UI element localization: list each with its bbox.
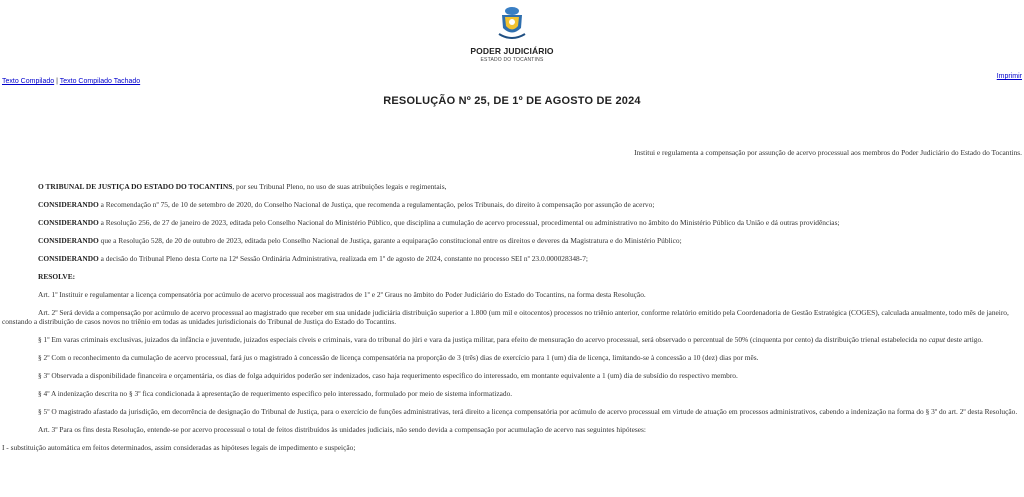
preamble bbox=[2, 182, 1022, 191]
considerando-1 bbox=[2, 200, 1022, 209]
compiled-struck-text-link[interactable]: Texto Compilado Tachado bbox=[59, 78, 141, 85]
article-2-paragraph-5: § 5º O magistrado afastado da jurisdição, em decorrência de designação do Tribunal de Justiça, para o exercício de funções administrativas, terá direito a licença compensatória por acúmulo de acervo processual em virtude de atuação em processos administrativos, cabendo a indenização na forma do § 3º do art. 2º desta Resolução. bbox=[38, 407, 1018, 416]
article-2-paragraph-3: § 3º Observada a disponibilidade financeira e orçamentária, os dias de folga adquiridos poderão ser indenizados, caso haja requerimento específico do interessado, em montante equivalente a 1 (um) dia de subsídio do respectivo membro. bbox=[38, 371, 738, 380]
header-logo-block bbox=[0, 6, 1024, 63]
article-3-item-1: I - substituição automática em feitos determinados, assim consideradas as hipóteses legais de impedimento e suspeição; bbox=[2, 443, 356, 452]
link-separator: | bbox=[54, 78, 60, 85]
org-name: PODER JUDICIÁRIO bbox=[470, 46, 554, 56]
resolve-colon: : bbox=[72, 272, 76, 281]
preamble-rest: , por seu Tribunal Pleno, no uso de suas atribuições legais e regimentais, bbox=[232, 182, 447, 191]
resolve-label: RESOLVE bbox=[38, 272, 73, 281]
org-subtitle: ESTADO DO TOCANTINS bbox=[480, 57, 544, 63]
compiled-text-link[interactable]: Texto Compilado bbox=[2, 78, 55, 85]
paragraph-text: § 2º Com o reconhecimento da cumulação de acervo processual, fará bbox=[38, 353, 244, 362]
article-2-paragraph-2 bbox=[2, 353, 1022, 362]
considerando-label: CONSIDERANDO bbox=[38, 236, 99, 245]
resolve-heading bbox=[2, 272, 1022, 281]
paragraph-text: § 1º Em varas criminais exclusivas, juizados da infância e juventude, juizados especiais cíveis e criminais, vara do tribunal do júri e vara da justiça militar, para efeito de mensuração do acervo processual, será observado o percentual de 50% (cinquenta por cento) da distribuição trienal estabelecida no bbox=[38, 335, 929, 344]
considerando-text: a Resolução 256, de 27 de janeiro de 2023, editada pelo Conselho Nacional do Ministério Público, que disciplina a cumulação de acervo processual, procedimental ou administrativo no âmbito do Ministério Público da União e dá outras providências; bbox=[98, 218, 840, 227]
considerando-3 bbox=[2, 236, 1022, 245]
paragraph-italic: jus bbox=[243, 353, 253, 362]
paragraph-text: deste artigo. bbox=[945, 335, 983, 344]
document-title: RESOLUÇÃO Nº 25, DE 1º DE AGOSTO DE 2024 bbox=[383, 95, 641, 107]
article-2-paragraph-4: § 4º A indenização descrita no § 3º fica condicionada à apresentação de requerimento específico pelo interessado, formulado por meio de sistema informatizado. bbox=[38, 389, 513, 398]
considerando-label: CONSIDERANDO bbox=[38, 200, 99, 209]
considerando-text: a decisão do Tribunal Pleno desta Corte na 12ª Sessão Ordinária Administrativa, realizada em 1º de agosto de 2024, constante no processo SEI nº 23.0.000028348-7; bbox=[98, 254, 588, 263]
considerando-4 bbox=[2, 254, 1022, 263]
document-ementa: Institui e regulamenta a compensação por assunção de acervo processual aos membros do Poder Judiciário do Estado do Tocantins. bbox=[634, 148, 1022, 157]
article-3: Art. 3º Para os fins desta Resolução, entende-se por acervo processual o total de feitos distribuídos às unidades judiciais, não sendo devida a compensação por acumulação de acervo nas seguintes hipóteses: bbox=[38, 425, 646, 434]
print-link[interactable]: Imprimir bbox=[996, 73, 1022, 80]
paragraph-italic: caput bbox=[928, 335, 946, 344]
preamble-bold: O TRIBUNAL DE JUSTIÇA DO ESTADO DO TOCANTINS bbox=[38, 182, 233, 191]
tjto-emblem-icon bbox=[496, 6, 528, 40]
paragraph-text: o magistrado à concessão de licença compensatória na proporção de 3 (três) dias de exercício para 1 (um) dia de licença, limitando-se à concessão a 10 (dez) dias por mês. bbox=[252, 353, 759, 362]
article-2: Art. 2º Será devida a compensação por acúmulo de acervo processual ao magistrado que receber em sua unidade judiciária distribuição superior a 1.800 (um mil e oitocentos) processos no triênio anterior, conforme relatório emitido pela Coordenadoria de Gestão Estratégica (COGES), calculada anualmente, todo mês de janeiro, constando a distribuição de casos novos no triênio em todas as unidades jurisdicionais do Tribunal de Justiça do Estado do Tocantins. bbox=[2, 308, 1009, 326]
document-body bbox=[2, 182, 1022, 452]
considerando-text: que a Resolução 528, de 20 de outubro de 2023, editada pelo Conselho Nacional de Justiça, garante a equiparação constitucional entre os direitos e deveres da Magistratura e do Ministério Público; bbox=[98, 236, 682, 245]
text-version-links bbox=[2, 78, 140, 85]
considerando-label: CONSIDERANDO bbox=[38, 254, 99, 263]
article-1: Art. 1º Instituir e regulamentar a licença compensatória por acúmulo de acervo processual aos magistrados de 1º e 2º Graus no âmbito do Poder Judiciário do Estado do Tocantins, na forma desta Resolução. bbox=[38, 290, 646, 299]
article-2-paragraph-1 bbox=[2, 335, 1022, 344]
considerando-text: a Recomendação nº 75, de 10 de setembro de 2020, do Conselho Nacional de Justiça, que recomenda a regulamentação, pelos Tribunais, do direito à compensação por assunção de acervo; bbox=[98, 200, 655, 209]
considerando-label: CONSIDERANDO bbox=[38, 218, 99, 227]
considerando-2 bbox=[2, 218, 1022, 227]
